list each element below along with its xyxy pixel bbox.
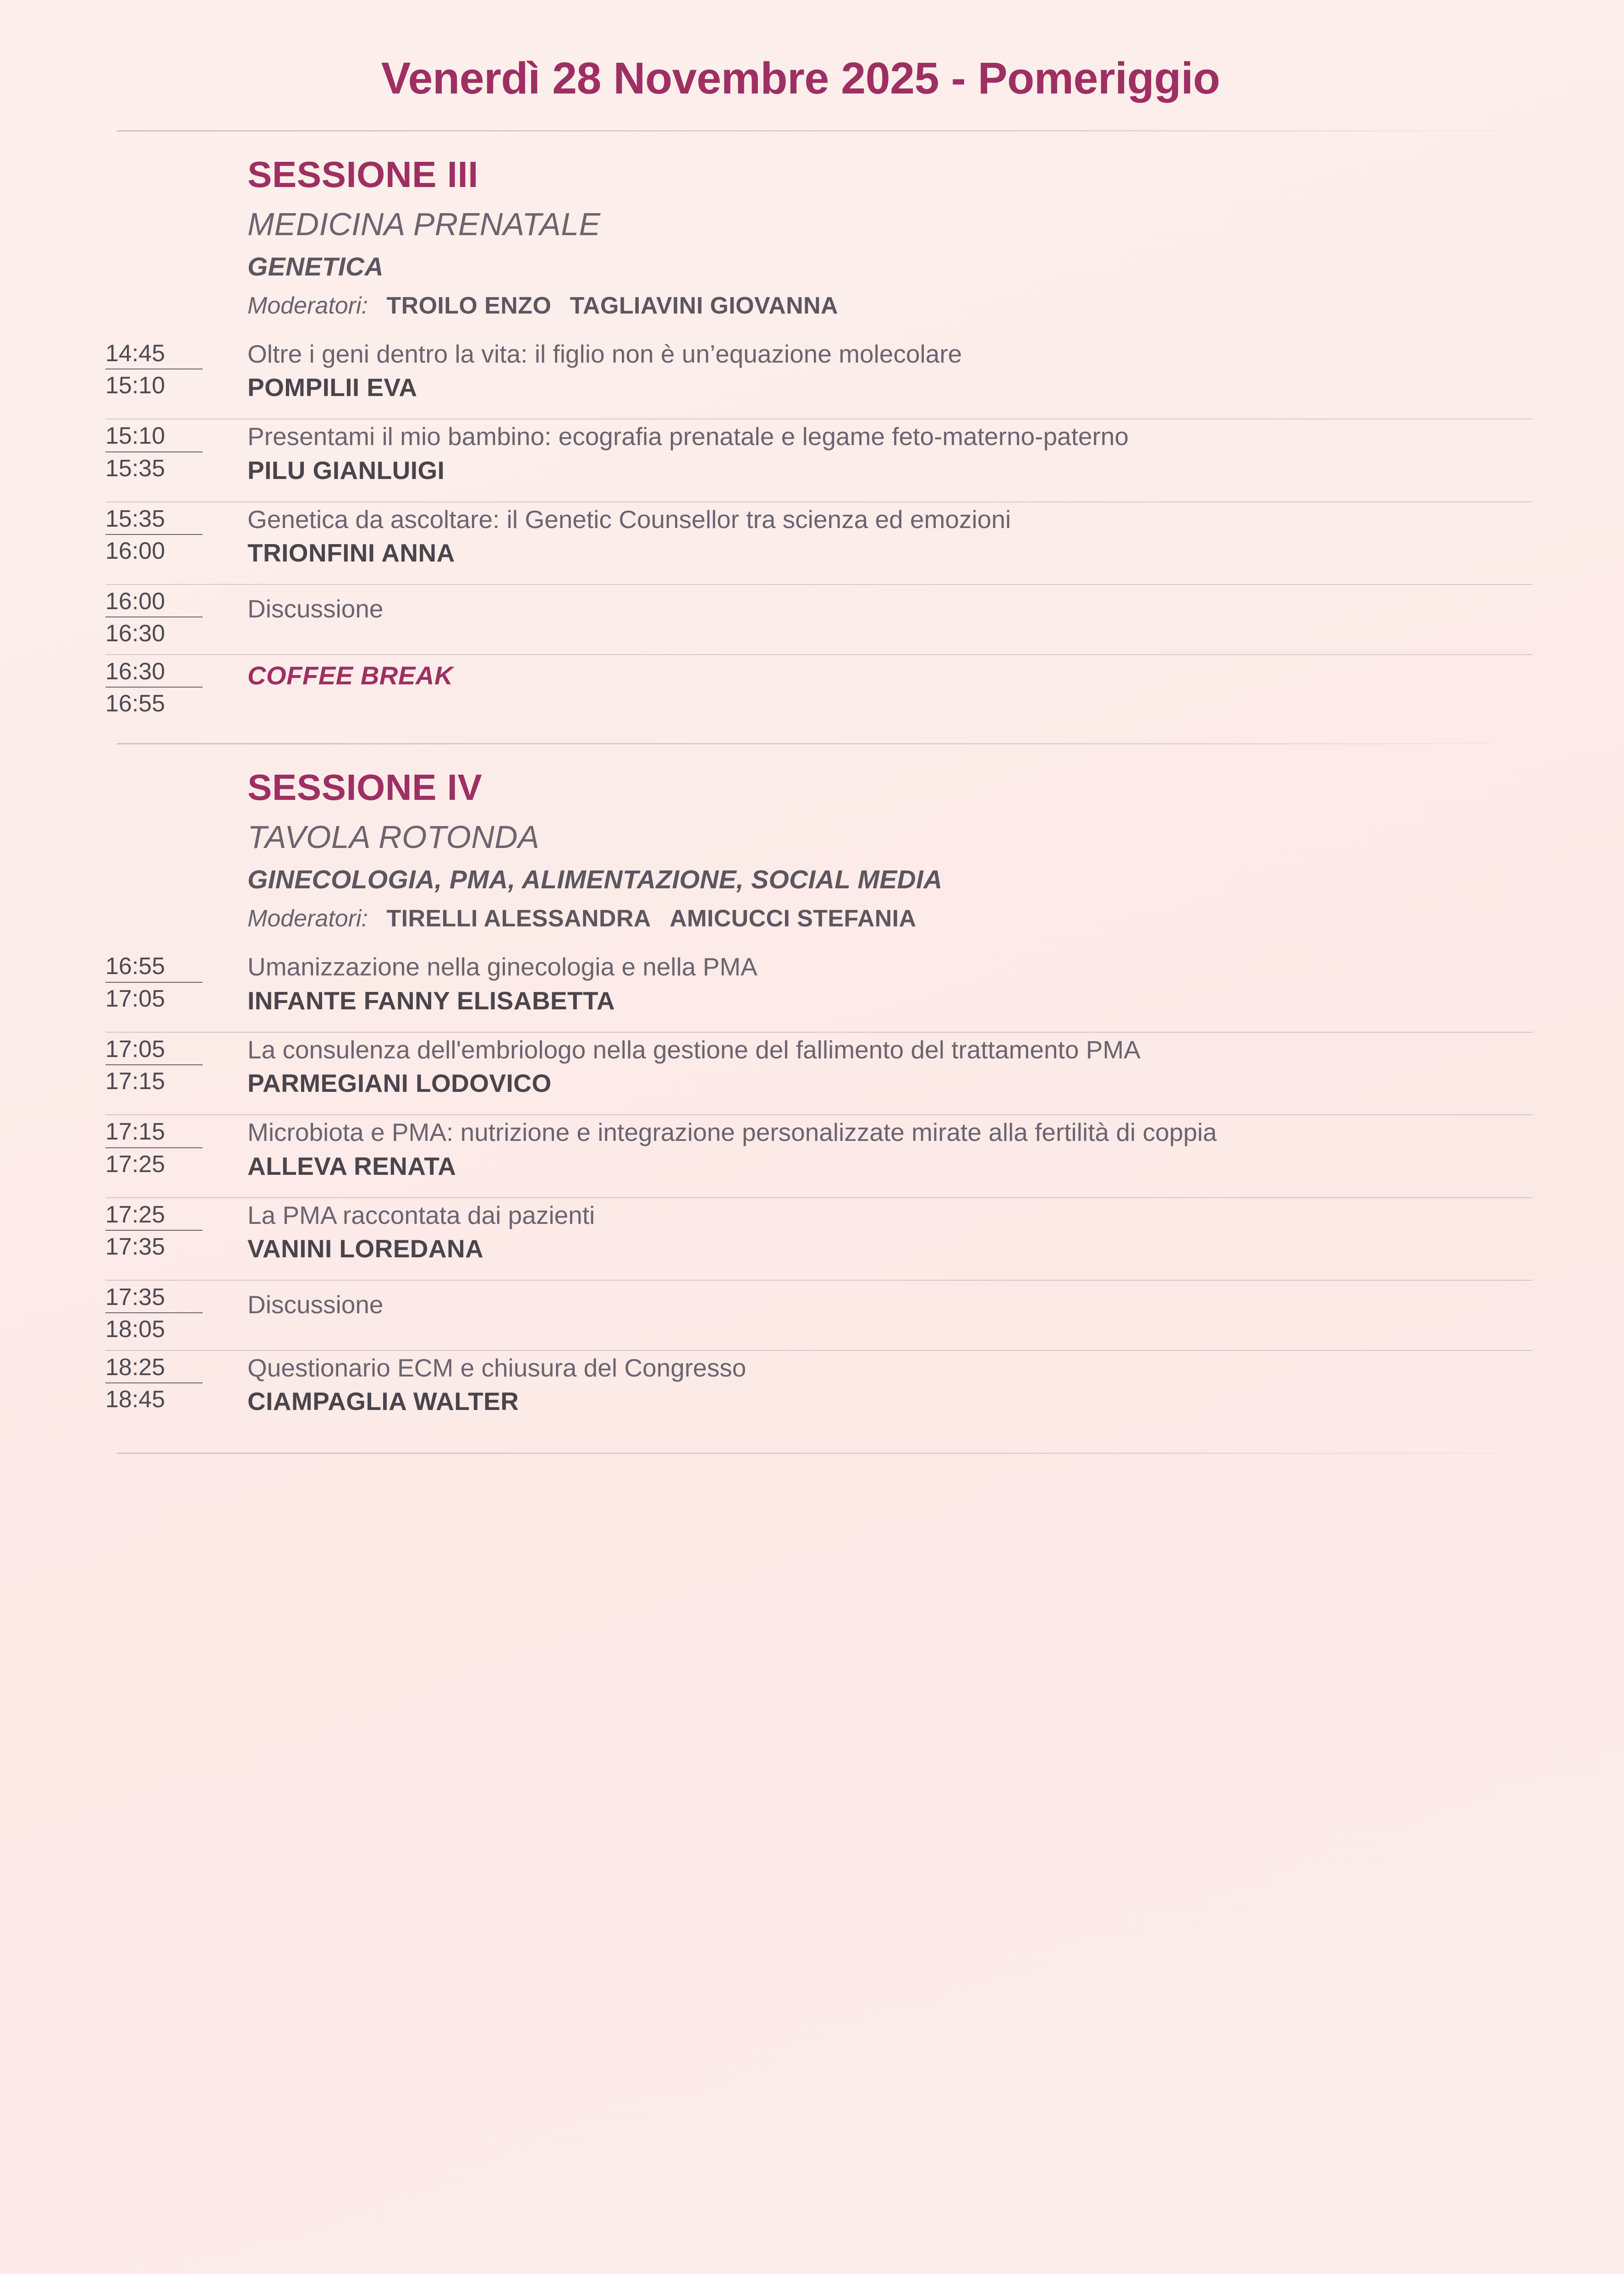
schedule-row-break — [105, 655, 1532, 724]
row-time — [105, 585, 220, 648]
row-time — [105, 655, 220, 718]
session-subtitle: MEDICINA PRENATALE — [247, 206, 601, 242]
row-body — [220, 419, 1532, 495]
moderator-name: TAGLIAVINI GIOVANNA — [570, 292, 838, 319]
row-time — [105, 1033, 220, 1096]
row-time-end: 17:05 — [105, 985, 165, 1012]
row-time-start: 17:25 — [105, 1201, 203, 1231]
row-speaker: CIAMPAGLIA WALTER — [247, 1387, 519, 1415]
row-body — [220, 1115, 1532, 1190]
row-time — [105, 1115, 220, 1178]
moderators-line — [247, 292, 1532, 319]
page-title: Venerdì 28 Novembre 2025 - Pomeriggio — [381, 53, 1220, 103]
row-time — [105, 337, 220, 400]
moderators-line — [247, 905, 1532, 932]
row-title: Genetica da ascoltare: il Genetic Counsellor tra scienza ed emozioni — [247, 505, 1011, 534]
row-time — [105, 1281, 220, 1343]
row-title: La consulenza dell'embriologo nella gestione del fallimento del trattamento PMA — [247, 1035, 1141, 1064]
row-body — [220, 1033, 1532, 1108]
coffee-break-label: COFFEE BREAK — [247, 661, 453, 690]
session-divider — [117, 743, 1551, 744]
row-title: La PMA raccontata dai pazienti — [247, 1200, 595, 1229]
row-body — [220, 1198, 1532, 1273]
row-speaker: ALLEVA RENATA — [247, 1151, 456, 1180]
session-topic: GENETICA — [247, 252, 384, 281]
title-divider — [117, 130, 1551, 132]
row-time-end: 18:05 — [105, 1316, 165, 1343]
bottom-divider — [117, 1453, 1551, 1454]
row-title: Umanizzazione nella ginecologia e nella PMA — [247, 953, 757, 981]
moderator-name: AMICUCCI STEFANIA — [669, 905, 916, 932]
schedule-row — [105, 1198, 1532, 1281]
row-time-end: 15:10 — [105, 372, 165, 399]
row-body — [220, 585, 1532, 639]
schedule-row — [105, 419, 1532, 502]
row-body — [220, 655, 1532, 700]
session-block-4 — [0, 766, 1624, 1432]
row-body — [220, 1351, 1532, 1426]
row-time — [105, 1198, 220, 1261]
row-time-end: 17:35 — [105, 1233, 165, 1260]
row-time-end: 16:30 — [105, 620, 165, 647]
row-title: Discussione — [247, 1290, 384, 1319]
row-speaker: INFANTE FANNY ELISABETTA — [247, 986, 615, 1015]
row-title: Questionario ECM e chiusura del Congresso — [247, 1353, 746, 1382]
row-time-start: 14:45 — [105, 340, 203, 369]
row-time-end: 15:35 — [105, 455, 165, 482]
row-time-end: 17:25 — [105, 1151, 165, 1178]
row-body — [220, 950, 1532, 1025]
row-speaker: PILU GIANLUIGI — [247, 456, 445, 485]
row-speaker: POMPILII EVA — [247, 373, 417, 402]
row-time-start: 16:30 — [105, 658, 203, 688]
schedule-row — [105, 1033, 1532, 1115]
schedule-row — [105, 502, 1532, 585]
session-subtitle: TAVOLA ROTONDA — [247, 819, 539, 855]
session-header-3 — [247, 154, 1532, 319]
row-title: Discussione — [247, 595, 384, 623]
moderators-label: Moderatori: — [247, 905, 368, 932]
row-time-start: 16:00 — [105, 588, 203, 617]
row-time — [105, 419, 220, 482]
schedule-row — [105, 1281, 1532, 1351]
row-time-start: 17:05 — [105, 1035, 203, 1065]
session-rows-3 — [0, 337, 1624, 724]
row-speaker: VANINI LOREDANA — [247, 1234, 484, 1263]
row-time-end: 17:15 — [105, 1068, 165, 1095]
schedule-row — [105, 1351, 1532, 1432]
session-topic: GINECOLOGIA, PMA, ALIMENTAZIONE, SOCIAL MEDIA — [247, 865, 943, 895]
moderator-name: TIRELLI ALESSANDRA — [386, 905, 651, 932]
session-header-4 — [247, 766, 1532, 932]
row-time-start: 16:55 — [105, 953, 203, 982]
row-speaker: TRIONFINI ANNA — [247, 539, 455, 567]
row-body — [220, 502, 1532, 578]
row-time-end: 16:00 — [105, 538, 165, 565]
row-title: Oltre i geni dentro la vita: il figlio non è un’equazione molecolare — [247, 340, 962, 368]
row-time — [105, 950, 220, 1013]
schedule-row — [105, 585, 1532, 655]
row-time — [105, 502, 220, 565]
row-time-start: 17:15 — [105, 1118, 203, 1148]
row-body — [220, 1281, 1532, 1335]
moderator-name: TROILO ENZO — [386, 292, 552, 319]
session-title: SESSIONE IV — [247, 767, 483, 808]
row-time-start: 18:25 — [105, 1354, 203, 1383]
row-time-start: 17:35 — [105, 1283, 203, 1313]
row-time-end: 18:45 — [105, 1386, 165, 1413]
row-time-end: 16:55 — [105, 690, 165, 717]
row-time-start: 15:35 — [105, 505, 203, 535]
row-body — [220, 337, 1532, 412]
row-time-start: 15:10 — [105, 422, 203, 452]
moderators-label: Moderatori: — [247, 292, 368, 319]
schedule-row — [105, 337, 1532, 419]
session-block-3 — [0, 154, 1624, 724]
session-title: SESSIONE III — [247, 154, 478, 195]
schedule-row — [105, 1115, 1532, 1198]
row-title: Microbiota e PMA: nutrizione e integrazione personalizzate mirate alla fertilità di coppia — [247, 1118, 1217, 1147]
session-rows-4 — [0, 950, 1624, 1432]
row-title: Presentami il mio bambino: ecografia prenatale e legame feto-materno-paterno — [247, 422, 1129, 451]
row-speaker: PARMEGIANI LODOVICO — [247, 1069, 552, 1098]
row-time — [105, 1351, 220, 1414]
schedule-row — [105, 950, 1532, 1032]
